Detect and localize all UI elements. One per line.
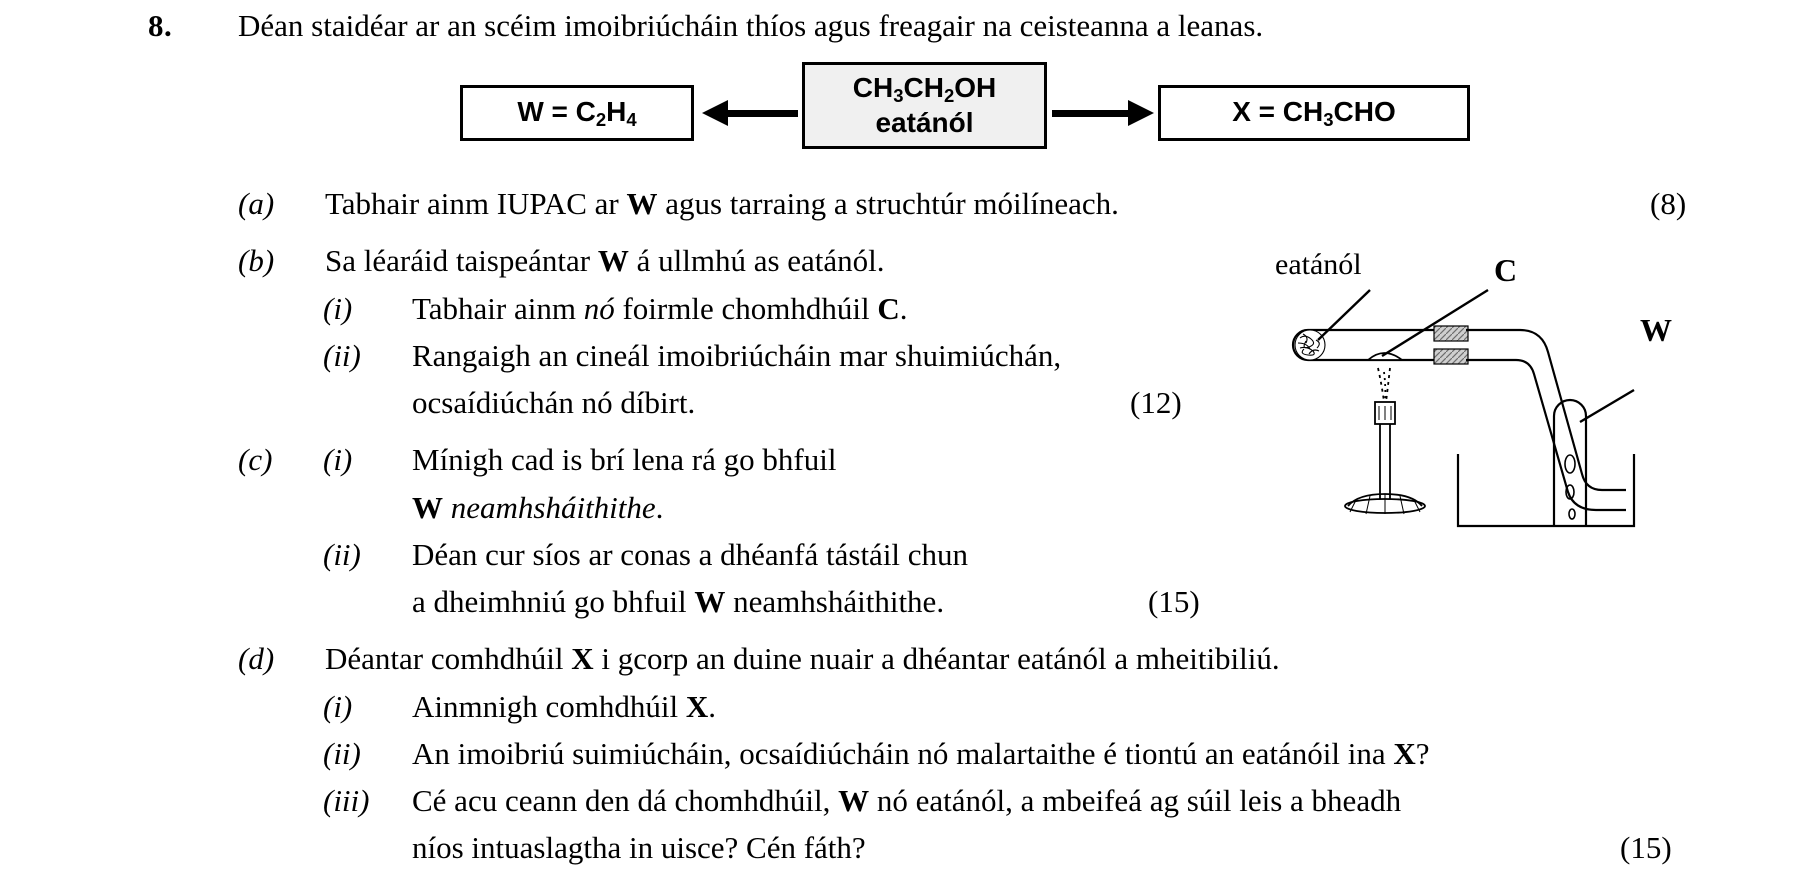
box-w-prefix: W = C — [517, 95, 596, 127]
box-x-suffix: CHO — [1333, 95, 1396, 127]
diagram-label-ethanol: eatánól — [1275, 248, 1362, 281]
question-number: 8. — [148, 8, 173, 43]
part-c-marks: (15) — [1148, 584, 1200, 619]
part-d-ii-label: (ii) — [323, 736, 361, 771]
part-b-label: (b) — [238, 243, 275, 278]
ethanol-formula-c: OH — [954, 72, 997, 104]
ethanol-sub-a: 3 — [893, 85, 904, 107]
part-b-ii-line2: ocsaídiúchán nó díbirt. — [412, 385, 696, 420]
part-d-iii-line1: Cé acu ceann den dá chomhdhúil, W nó eatánól, a mbeifeá ag súil leis a bheadh — [412, 783, 1402, 818]
part-a-marks: (8) — [1650, 186, 1687, 221]
part-a-label: (a) — [238, 186, 275, 221]
delivery-tube — [1466, 330, 1626, 510]
apparatus-diagram — [1230, 268, 1750, 593]
part-d-ii-text: An imoibriú suimiúcháin, ocsaídiúcháin nó malartaithe é tiontú an eatánóil ina X? — [412, 736, 1430, 771]
clamp-blocks — [1434, 326, 1468, 364]
part-c-i-line2: W neamhsháithithe. — [412, 490, 664, 525]
part-b-marks: (12) — [1130, 385, 1182, 420]
mineral-wool — [1295, 330, 1325, 360]
left-arrow-shaft — [722, 110, 798, 117]
part-c-label: (c) — [238, 442, 273, 477]
ethanol-formula-b: CH — [903, 72, 944, 104]
ethanol-sub-b: 2 — [943, 85, 955, 107]
ethanol-name: eatánól — [875, 107, 974, 139]
part-c-ii-line1: Déan cur síos ar conas a dhéanfá tástáil chun — [412, 537, 969, 572]
right-arrow-shaft — [1052, 110, 1130, 117]
diagram-label-product: W — [1640, 312, 1672, 348]
part-b-ii-label: (ii) — [323, 338, 361, 373]
box-w-sub2: 4 — [626, 108, 637, 130]
part-c-ii-label: (ii) — [323, 537, 361, 572]
bunsen-burner — [1345, 368, 1425, 514]
part-d-i-label: (i) — [323, 689, 353, 724]
reaction-scheme — [460, 62, 1475, 150]
part-c-i-label: (i) — [323, 442, 353, 477]
ethanol-formula-a: CH — [852, 72, 894, 104]
scheme-box-ethanol — [802, 62, 1047, 149]
part-d-iii-line2: níos intuaslagtha in uisce? Cén fáth? — [412, 830, 866, 865]
part-d-text: Déantar comhdhúil X i gcorp an duine nuair a dhéantar eatánól a mheitibiliú. — [325, 641, 1280, 676]
left-arrow-icon — [702, 107, 798, 119]
part-d-label: (d) — [238, 641, 275, 676]
box-w-sub1: 2 — [595, 108, 607, 130]
box-w-mid: H — [606, 95, 627, 127]
part-c-ii-line2: a dheimhniú go bhfuil W neamhsháithithe. — [412, 584, 945, 619]
question-stem: Déan staidéar ar an scéim imoibriúcháin thíos agus freagair na ceisteanna a leanas. — [238, 8, 1264, 43]
part-b-ii-line1: Rangaigh an cineál imoibriúcháin mar shuimiúchán, — [412, 338, 1062, 373]
part-b-i-text: Tabhair ainm nó foirmle chomhdhúil C. — [412, 291, 908, 326]
part-c-i-line1: Mínigh cad is brí lena rá go bhfuil — [412, 442, 837, 477]
part-b-i-label: (i) — [323, 291, 353, 326]
diagram-label-catalyst: C — [1494, 252, 1518, 288]
part-d-marks: (15) — [1620, 830, 1672, 865]
leader-lines — [1318, 290, 1634, 422]
box-x-prefix: X = CH — [1232, 95, 1324, 127]
scheme-box-x — [1158, 85, 1470, 141]
part-d-iii-label: (iii) — [323, 783, 370, 818]
box-x-sub1: 3 — [1323, 108, 1334, 130]
right-arrow-icon — [1052, 107, 1154, 119]
part-b-text: Sa léaráid taispeántar W á ullmhú as eatánól. — [325, 243, 885, 278]
part-d-i-text: Ainmnigh comhdhúil X. — [412, 689, 716, 724]
right-arrow-head — [1128, 100, 1154, 126]
scheme-box-w — [460, 85, 694, 141]
part-a-text: Tabhair ainm IUPAC ar W agus tarraing a struchtúr móilíneach. — [325, 186, 1119, 221]
